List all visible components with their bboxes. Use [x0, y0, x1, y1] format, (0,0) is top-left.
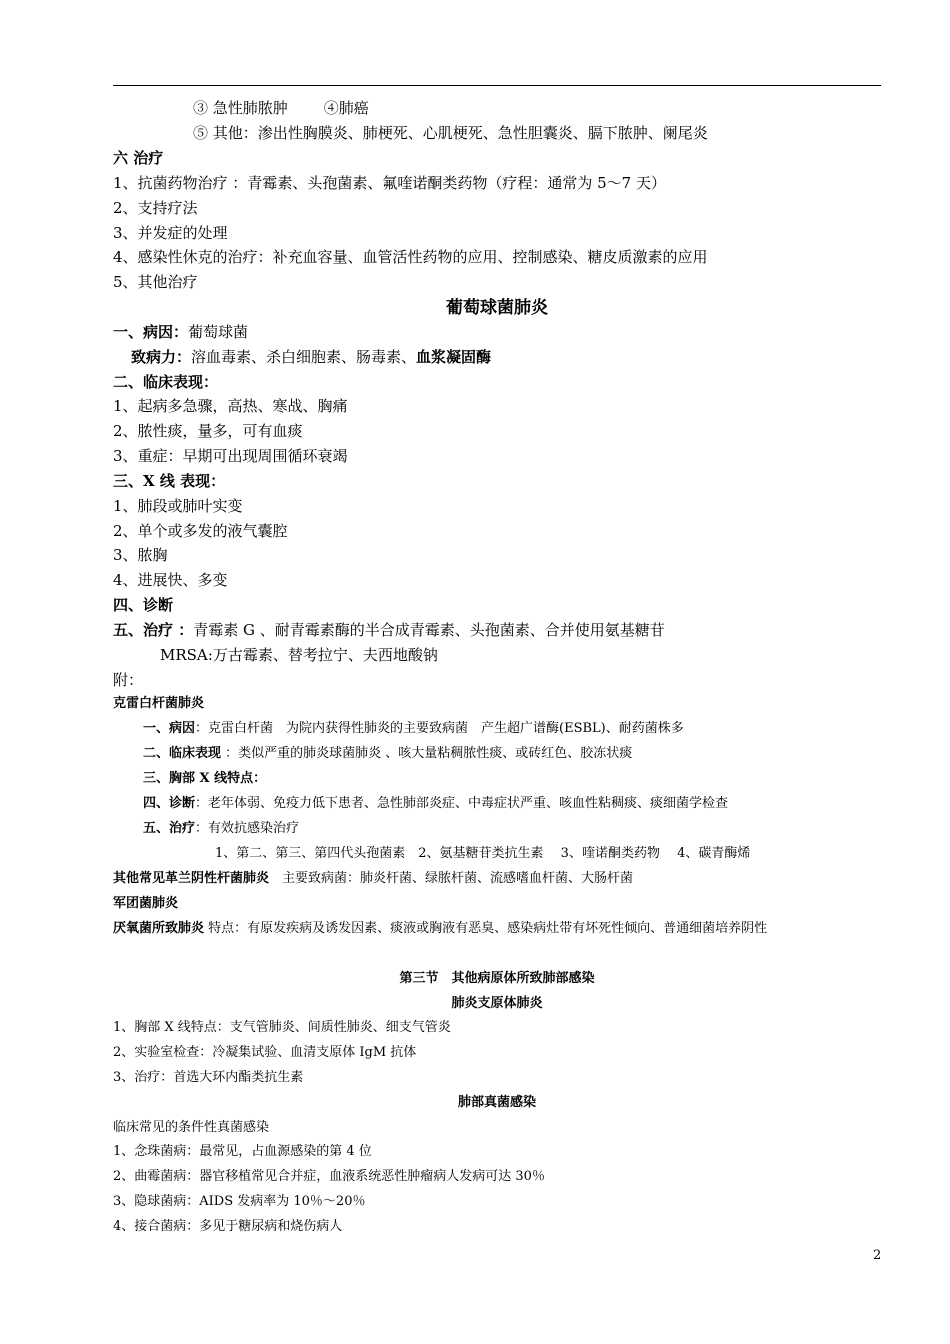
- text-line: 2、支持疗法: [113, 199, 198, 217]
- section-heading: 克雷白杆菌肺炎: [113, 696, 205, 711]
- section-title: 肺部真菌感染: [457, 1095, 536, 1110]
- text-line: 1、肺段或肺叶实变: [113, 497, 243, 515]
- text-line: 1、第二、第三、第四代头孢菌素 2、氨基糖苷类抗生素 3、喹诺酮类药物 4、碳青酶烯: [215, 846, 751, 861]
- text-line: 临床常见的条件性真菌感染: [113, 1120, 270, 1135]
- text-line: 3、重症：早期可出现周围循环衰竭: [113, 447, 348, 465]
- text-line: MRSA:万古霉素、替考拉宁、夫西地酸钠: [160, 646, 438, 664]
- section-heading: 军团菌肺炎: [113, 896, 179, 911]
- text-line: ③ 急性肺脓肿 ④肺癌: [193, 99, 369, 117]
- text-line: 3、隐球菌病：AIDS 发病率为 10％～20％: [113, 1194, 366, 1209]
- text-line: 1、念珠菌病：最常见，占血源感染的第 4 位: [113, 1144, 372, 1159]
- text-line: 1、起病多急骤，高热、寒战、胸痛: [113, 397, 348, 415]
- text-line: 3、脓胸: [113, 546, 168, 564]
- text-line: 附：: [113, 671, 144, 689]
- text-line: ⑤ 其他：渗出性胸膜炎、肺梗死、心肌梗死、急性胆囊炎、膈下脓肿、阑尾炎: [193, 124, 708, 142]
- text-line: 3、治疗：首选大环内酯类抗生素: [113, 1070, 304, 1085]
- section-title: 肺炎支原体肺炎: [451, 996, 543, 1011]
- text-line: 五、治疗 ：青霉素 G 、耐青霉素酶的半合成青霉素、头孢菌素、合并使用氨基糖苷: [113, 621, 665, 639]
- page-number: 2: [873, 1248, 882, 1263]
- text-line: 四、诊断：老年体弱、免疫力低下患者、急性肺部炎症、中毒症状严重、咳血性粘稠痰、痰细菌学检查: [143, 796, 729, 811]
- text-line: 1、胸部 X 线特点：支气管肺炎、间质性肺炎、细支气管炎: [113, 1020, 451, 1035]
- text-line: 4、接合菌病：多见于糖尿病和烧伤病人: [113, 1219, 343, 1234]
- text-line: 2、实验室检查：冷凝集试验、血清支原体 IgM 抗体: [113, 1045, 417, 1060]
- section-title: 葡萄球菌肺炎: [446, 298, 548, 318]
- section-title: 第三节 其他病原体所致肺部感染: [399, 971, 595, 986]
- text-line: 4、进展快、多变: [113, 571, 228, 589]
- header-rule: [113, 85, 881, 86]
- text-line: 2、脓性痰，量多，可有血痰: [113, 422, 303, 440]
- section-heading: 四、诊断: [113, 596, 174, 614]
- text-line: 5、其他治疗: [113, 273, 198, 291]
- text-line: 二、临床表现 ：类似严重的肺炎球菌肺炎 、咳大量粘稠脓性痰、或砖红色、胶冻状痰: [143, 746, 633, 761]
- text-line: 一、病因：克雷白杆菌 为院内获得性肺炎的主要致病菌 产生超广谱酶(ESBL)、耐药菌株多: [143, 721, 684, 736]
- text-line: 致病力：溶血毒素、杀白细胞素、肠毒素、血浆凝固酶: [131, 348, 492, 366]
- text-line: 2、单个或多发的液气囊腔: [113, 522, 288, 540]
- section-heading: 三、X 线 表现：: [113, 472, 226, 490]
- text-line: 2、曲霉菌病：器官移植常见合并症，血液系统恶性肿瘤病人发病可达 30％: [113, 1169, 545, 1184]
- text-line: 3、并发症的处理: [113, 224, 228, 242]
- text-line: 其他常见革兰阴性杆菌肺炎 主要致病菌：肺炎杆菌、绿脓杆菌、流感嗜血杆菌、大肠杆菌: [113, 871, 634, 886]
- section-heading: 二、临床表现：: [113, 373, 219, 391]
- text-line: 五、治疗：有效抗感染治疗: [143, 821, 300, 836]
- text-line: 一、病因：葡萄球菌: [113, 323, 249, 341]
- text-line: 4、感染性休克的治疗：补充血容量、血管活性药物的应用、控制感染、糖皮质激素的应用: [113, 248, 708, 266]
- text-line: 1、抗菌药物治疗 ：青霉素、头孢菌素、氟喹诺酮类药物（疗程：通常为 5～7 天）: [113, 174, 666, 192]
- text-line: 厌氧菌所致肺炎 特点：有原发疾病及诱发因素、痰液或胸液有恶臭、感染病灶带有坏死性倾向、普通细菌培养阴性: [113, 921, 768, 936]
- section-heading: 六 治疗: [113, 149, 164, 167]
- text-line: 三、胸部 X 线特点：: [143, 771, 267, 786]
